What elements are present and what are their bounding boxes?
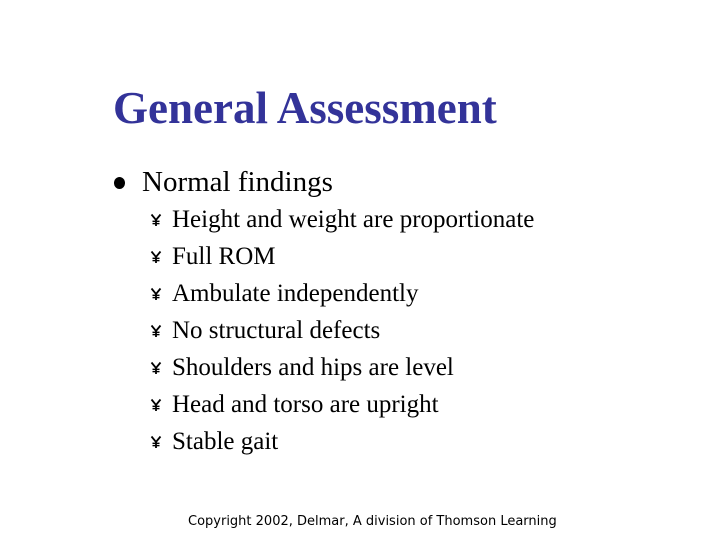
- yen-bullet-icon: [148, 323, 164, 339]
- list-item-text: Height and weight are proportionate: [172, 205, 535, 233]
- list-item: [148, 312, 534, 349]
- list-item: [148, 349, 534, 386]
- findings-list: [148, 201, 534, 460]
- copyright-footer: Copyright 2002, Delmar, A division of Thomson Learning: [188, 514, 557, 529]
- list-item: [148, 238, 534, 275]
- list-item: [148, 423, 534, 460]
- yen-bullet-icon: [148, 434, 164, 450]
- filled-circle-bullet-icon: [114, 177, 125, 189]
- list-item-text: Full ROM: [172, 242, 276, 270]
- bullet-normal-findings: [114, 164, 333, 200]
- list-item-text: Stable gait: [172, 427, 279, 455]
- list-item-text: Head and torso are upright: [172, 390, 439, 418]
- yen-bullet-icon: [148, 397, 164, 413]
- list-item: [148, 386, 534, 423]
- bullet-text: Normal findings: [142, 166, 333, 198]
- list-item-text: Ambulate independently: [172, 279, 419, 307]
- yen-bullet-icon: [148, 249, 164, 265]
- list-item: [148, 275, 534, 312]
- slide-title: General Assessment: [113, 83, 497, 133]
- yen-bullet-icon: [148, 360, 164, 376]
- list-item: [148, 201, 534, 238]
- yen-bullet-icon: [148, 286, 164, 302]
- list-item-text: No structural defects: [172, 316, 381, 344]
- yen-bullet-icon: [148, 212, 164, 228]
- list-item-text: Shoulders and hips are level: [172, 353, 454, 381]
